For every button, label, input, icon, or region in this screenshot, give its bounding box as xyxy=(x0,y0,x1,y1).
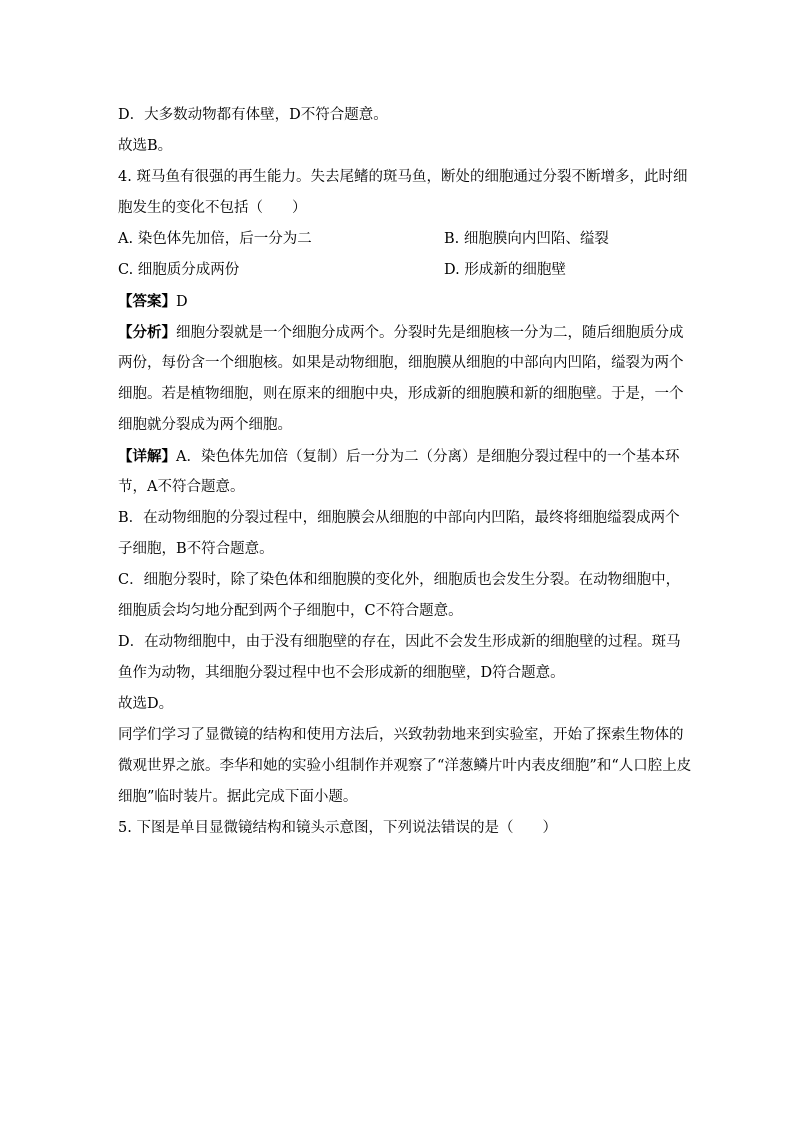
text-line: 故选B。 xyxy=(118,138,173,154)
question-5-stem: 5. 下图是单目显微镜结构和镜头示意图，下列说法错误的是（ ） xyxy=(118,820,557,836)
analysis-tag: 【分析】 xyxy=(118,324,176,341)
options-row-1 xyxy=(118,224,678,255)
option-c: C. 细胞质分成两份 xyxy=(118,262,240,278)
detail-line: 子细胞，B不符合题意。 xyxy=(118,541,274,557)
analysis-text: 细胞分裂就是一个细胞分成两个。分裂时先是细胞核一分为二，随后细胞质分成 xyxy=(176,325,684,341)
option-b: B. 细胞膜向内凹陷、缢裂 xyxy=(444,231,609,247)
answer-tag: 【答案】 xyxy=(118,293,176,310)
detail-line: B．在动物细胞的分裂过程中，细胞膜会从细胞的中部向内凹陷，最终将细胞缢裂成两个 xyxy=(118,510,680,526)
detail-line: D．在动物细胞中，由于没有细胞壁的存在，因此不会发生形成新的细胞壁的过程。斑马 xyxy=(118,634,681,650)
passage-line: 细胞”临时装片。据此完成下面小题。 xyxy=(118,789,358,805)
detail-text: A．染色体先加倍（复制）后一分为二（分离）是细胞分裂过程中的一个基本环 xyxy=(176,449,680,465)
detail-line: 节，A不符合题意。 xyxy=(118,479,245,495)
question-4-stem: 4. 斑马鱼有很强的再生能力。失去尾鳍的斑马鱼，断处的细胞通过分裂不断增多，此时细 xyxy=(118,169,688,185)
detail-line: 故选D。 xyxy=(118,696,174,712)
question-4-stem-cont: 胞发生的变化不包括（ ） xyxy=(118,200,307,216)
text-line: D．大多数动物都有体壁，D不符合题意。 xyxy=(118,107,388,123)
option-d: D. 形成新的细胞壁 xyxy=(444,262,566,278)
detail-tag: 【详解】 xyxy=(118,448,176,465)
answer-text: D xyxy=(176,294,188,310)
analysis-line: 细胞。若是植物细胞，则在原来的细胞中央，形成新的细胞膜和新的细胞壁。于是，一个 xyxy=(118,386,684,402)
analysis-line: 两份，每份含一个细胞核。如果是动物细胞，细胞膜从细胞的中部向内凹陷，缢裂为两个 xyxy=(118,355,684,371)
detail-line: C．细胞分裂时，除了染色体和细胞膜的变化外，细胞质也会发生分裂。在动物细胞中， xyxy=(118,572,681,588)
analysis-line xyxy=(118,317,684,348)
answer-line xyxy=(118,286,678,317)
passage-line: 微观世界之旅。李华和她的实验小组制作并观察了“洋葱鳞片叶内表皮细胞”和“人口腔上皮 xyxy=(118,758,692,774)
detail-line: 鱼作为动物，其细胞分裂过程中也不会形成新的细胞壁，D符合题意。 xyxy=(118,665,565,681)
analysis-line: 细胞就分裂成为两个细胞。 xyxy=(118,417,292,433)
options-row-2 xyxy=(118,255,678,286)
detail-line xyxy=(118,441,678,472)
detail-line: 细胞质会均匀地分配到两个子细胞中，C不符合题意。 xyxy=(118,603,463,619)
document-content xyxy=(118,100,692,844)
passage-line: 同学们学习了显微镜的结构和使用方法后，兴致勃勃地来到实验室，开始了探索生物体的 xyxy=(118,727,684,743)
option-a: A. 染色体先加倍，后一分为二 xyxy=(118,231,312,247)
